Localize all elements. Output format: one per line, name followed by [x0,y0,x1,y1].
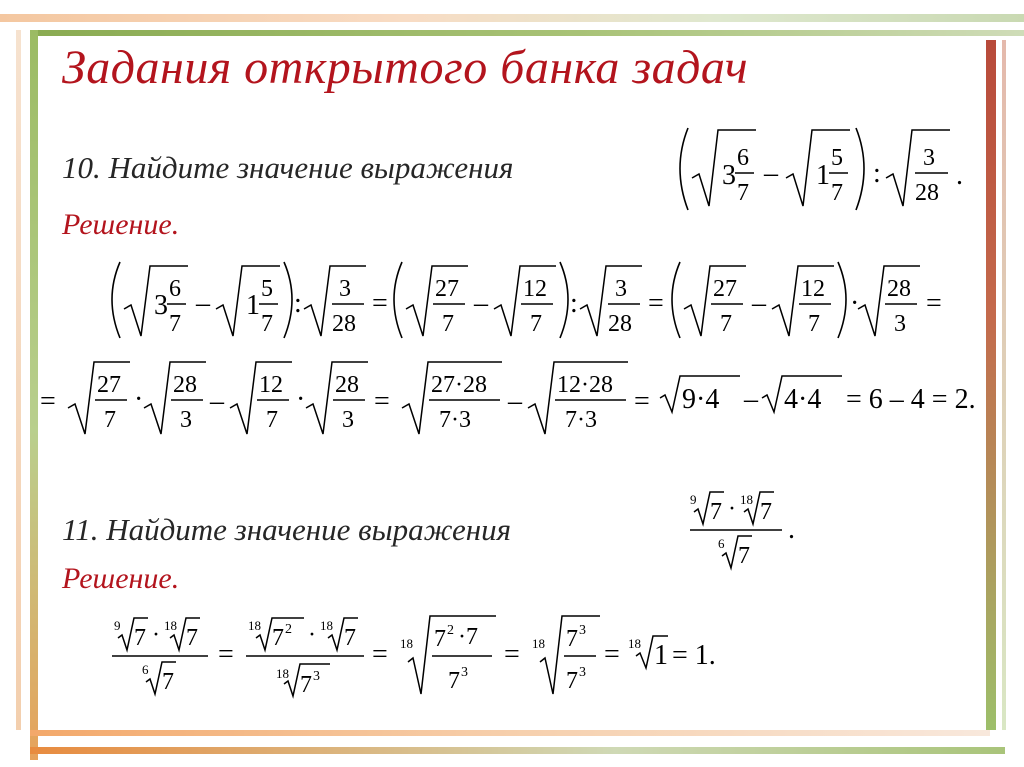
svg-text:7: 7 [261,311,273,337]
svg-text:.: . [956,160,963,191]
svg-text:=: = [504,639,520,670]
svg-text:3: 3 [180,407,192,433]
task-11-expression [688,486,818,576]
svg-text:=: = [372,288,388,319]
svg-text:7: 7 [738,543,750,569]
svg-text:7: 7 [134,625,146,651]
svg-text:=: = [604,639,620,670]
svg-text:18: 18 [276,666,289,681]
svg-text:28: 28 [173,372,197,398]
svg-text:12: 12 [801,276,825,302]
svg-text:18: 18 [400,636,413,651]
svg-text:18: 18 [532,636,545,651]
svg-text:2: 2 [447,623,454,638]
svg-text:18: 18 [628,636,641,651]
task-11-solution-line-1 [108,608,748,698]
task-10-solution-line-2 [40,350,1000,440]
svg-text:18: 18 [740,492,753,507]
task-10-prompt: 10. Найдите значение выражения [62,150,514,185]
svg-text:=: = [634,386,650,417]
svg-text:7: 7 [344,625,356,651]
decor-bar-top [0,14,1024,22]
task-10-expression [668,118,978,218]
svg-text:28: 28 [608,311,632,337]
svg-text:·: · [134,384,144,415]
svg-text:3: 3 [313,669,320,684]
svg-text:3: 3 [923,145,935,171]
svg-text:7: 7 [448,668,460,694]
svg-text:=: = [40,386,56,417]
svg-text:7: 7 [169,311,181,337]
decor-bar-top-inner [30,30,1024,36]
svg-text:28: 28 [335,372,359,398]
svg-text:1: 1 [654,640,668,671]
svg-text:7: 7 [720,311,732,337]
svg-text:1: 1 [816,160,830,191]
svg-text:3: 3 [615,276,627,302]
svg-text:7: 7 [442,311,454,337]
task-10-solution-line-1 [108,254,948,344]
svg-text:9·4: 9·4 [682,384,720,415]
svg-text:7: 7 [710,499,722,525]
svg-text:7: 7 [760,499,772,525]
svg-text:3: 3 [579,665,586,680]
svg-text:7: 7 [300,672,312,698]
svg-text:·: · [296,384,306,415]
slide-title: Задания открытого банка задач [62,41,749,94]
svg-text:27·28: 27·28 [431,372,487,398]
svg-text:7: 7 [566,668,578,694]
svg-text:7: 7 [266,407,278,433]
svg-text:·: · [850,288,860,319]
svg-text:5: 5 [261,276,273,302]
decor-bar-bottom-inner [30,730,990,736]
svg-text:7·3: 7·3 [565,407,597,433]
svg-text:3: 3 [722,160,736,191]
svg-text::: : [873,158,881,189]
svg-text:·: · [728,496,736,522]
svg-text:3: 3 [154,290,168,321]
decor-bar-left [30,30,38,760]
svg-text:3: 3 [342,407,354,433]
svg-text:=: = [218,639,234,670]
svg-text:9: 9 [114,618,121,633]
svg-text:27: 27 [97,372,121,398]
svg-text:27: 27 [435,276,459,302]
svg-text:·7: ·7 [458,624,478,650]
svg-text:–: – [474,288,488,319]
svg-text:7: 7 [566,626,578,652]
task-10-solution-label: Решение. [62,208,180,241]
svg-text:= 1.: = 1. [672,640,716,671]
svg-text:27: 27 [713,276,737,302]
svg-text:7: 7 [272,625,284,651]
svg-text:28: 28 [887,276,911,302]
svg-text:7: 7 [737,180,749,206]
svg-text:7: 7 [186,625,198,651]
task-11-solution-label: Решение. [62,562,180,595]
svg-text:28: 28 [332,311,356,337]
svg-text:12·28: 12·28 [557,372,613,398]
svg-text:2: 2 [285,622,292,637]
svg-text:3: 3 [894,311,906,337]
svg-text:=: = [374,386,390,417]
svg-text:3: 3 [579,623,586,638]
svg-text:6: 6 [737,145,749,171]
svg-text:7: 7 [831,180,843,206]
svg-text:3: 3 [461,665,468,680]
svg-text:7·3: 7·3 [439,407,471,433]
svg-text:–: – [196,288,210,319]
svg-text:6: 6 [718,536,725,551]
svg-text:1: 1 [246,290,260,321]
svg-text:=: = [926,288,942,319]
svg-text:3: 3 [339,276,351,302]
svg-text:–: – [508,386,522,417]
svg-text:–: – [764,158,778,189]
svg-text:7: 7 [434,626,446,652]
svg-text:9: 9 [690,492,697,507]
svg-text::: : [570,288,578,319]
svg-text:6: 6 [169,276,181,302]
svg-text:7: 7 [530,311,542,337]
decor-bar-bottom [30,747,1005,754]
svg-text:6: 6 [142,662,149,677]
svg-text:.: . [788,514,795,545]
svg-text:·: · [308,622,316,648]
svg-text:18: 18 [320,618,333,633]
svg-text:=: = [648,288,664,319]
svg-text:7: 7 [808,311,820,337]
svg-text:4·4: 4·4 [784,384,822,415]
svg-text:= 6 – 4 = 2.: = 6 – 4 = 2. [846,384,976,415]
svg-text:7: 7 [104,407,116,433]
svg-text:–: – [744,384,758,415]
svg-text:18: 18 [164,618,177,633]
svg-text:=: = [372,639,388,670]
svg-text::: : [294,288,302,319]
svg-text:·: · [152,622,160,648]
decor-bar-left-outer [16,30,21,730]
decor-bar-right-outer [1002,40,1006,730]
svg-text:28: 28 [915,180,939,206]
svg-text:12: 12 [259,372,283,398]
svg-text:–: – [210,386,224,417]
svg-text:5: 5 [831,145,843,171]
svg-text:18: 18 [248,618,261,633]
task-11-prompt: 11. Найдите значение выражения [62,512,512,547]
svg-text:12: 12 [523,276,547,302]
svg-text:–: – [752,288,766,319]
svg-text:7: 7 [162,669,174,695]
